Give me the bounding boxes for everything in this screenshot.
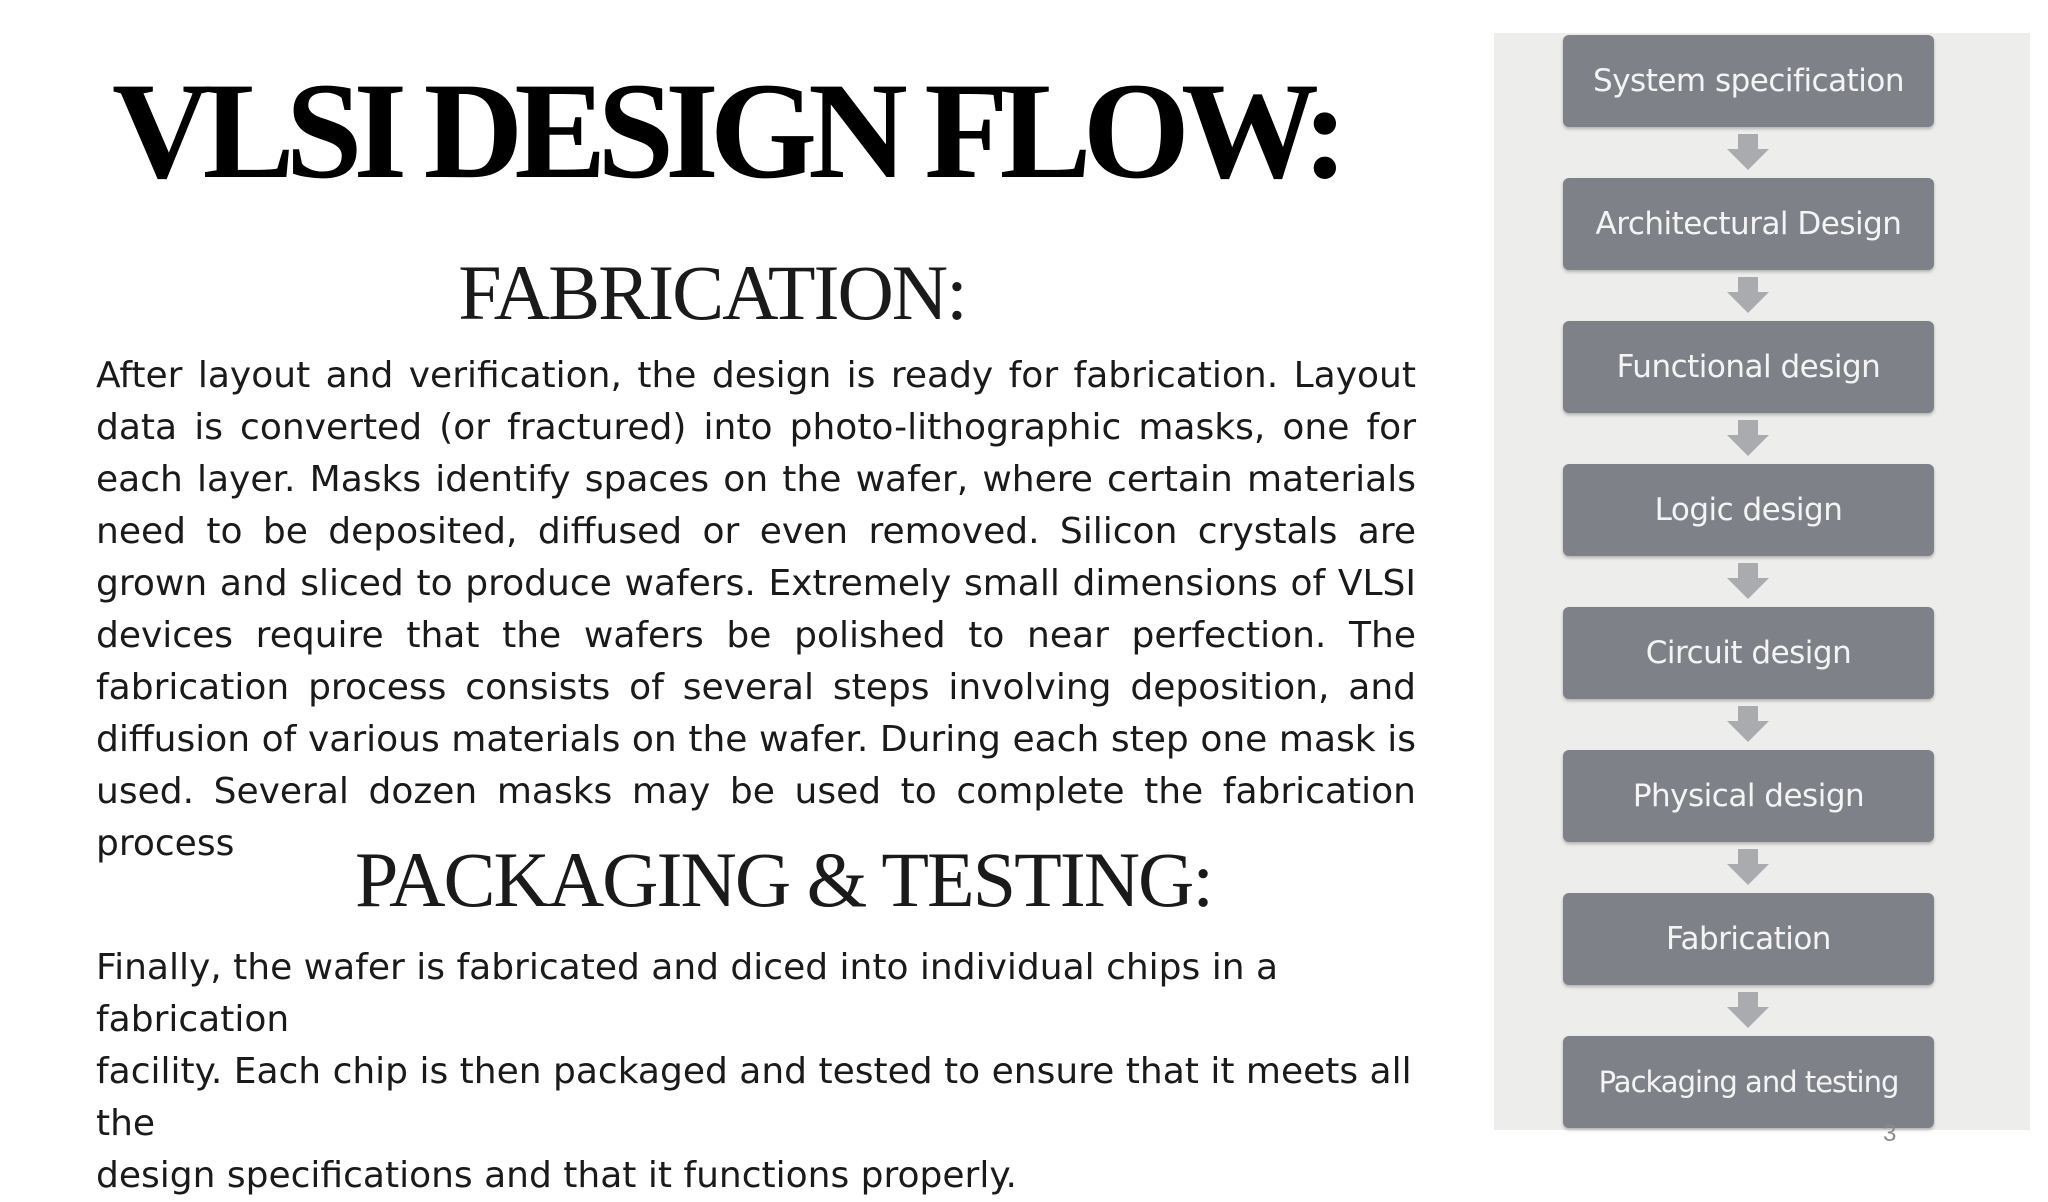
design-flow-diagram: [1494, 33, 2030, 1130]
flow-step-label: Logic design: [1654, 492, 1843, 528]
packaging-line-2: facility. Each chip is then packaged and tested to ensure that it meets all the: [96, 1051, 1412, 1144]
slide-title: VLSI DESIGN FLOW:: [112, 54, 1340, 207]
flow-step-fabrication: [1563, 893, 1934, 985]
packaging-line-3: design specifications and that it functions properly.: [96, 1155, 1017, 1196]
flow-step-architectural-design: [1563, 178, 1934, 270]
down-arrow-icon: [1727, 420, 1769, 456]
flow-step-label: Fabrication: [1666, 921, 1831, 957]
fabrication-paragraph: After layout and verification, the design is ready for fabrication. Layout data is converted (or fractured) into photo-lithographic masks, one for each layer. Masks identify spaces on the wafer, where certain materials need to be deposited, diffused or even removed. Silicon crystals are grown and sliced to produce wafers. Extremely small dimensions of VLSI devices require that the wafers be polished to near perfection. The fabrication process consists of several steps involving deposition, and diffusion of various materials on the wafer. During each step one mask is used. Several dozen masks may be used to complete the fabrication process: [96, 355, 1416, 864]
down-arrow-icon: [1727, 706, 1769, 742]
flow-step-label: System specification: [1593, 63, 1904, 99]
down-arrow-icon: [1727, 563, 1769, 599]
flow-step-circuit-design: [1563, 607, 1934, 699]
down-arrow-icon: [1727, 992, 1769, 1028]
flow-step-label: Physical design: [1632, 778, 1865, 814]
flow-step-label: Circuit design: [1645, 635, 1852, 671]
flow-step-system-specification: [1563, 35, 1934, 127]
flow-step-logic-design: [1563, 464, 1934, 556]
packaging-testing-heading: PACKAGING & TESTING:: [354, 836, 1213, 923]
flow-step-physical-design: [1563, 750, 1934, 842]
packaging-line-1: Finally, the wafer is fabricated and diced into individual chips in a fabrication: [96, 947, 1279, 1040]
down-arrow-icon: [1727, 277, 1769, 313]
flow-step-label: Architectural Design: [1595, 206, 1902, 242]
packaging-testing-paragraph: [96, 942, 1436, 1202]
page-number: 3: [1883, 1120, 1897, 1147]
down-arrow-icon: [1727, 849, 1769, 885]
flow-step-label: Functional design: [1616, 349, 1881, 385]
fabrication-heading: FABRICATION:: [458, 249, 966, 336]
flow-step-functional-design: [1563, 321, 1934, 413]
flow-step-packaging-and-testing: [1563, 1036, 1934, 1128]
flow-step-label: Packaging and testing: [1598, 1065, 1899, 1099]
down-arrow-icon: [1727, 134, 1769, 170]
